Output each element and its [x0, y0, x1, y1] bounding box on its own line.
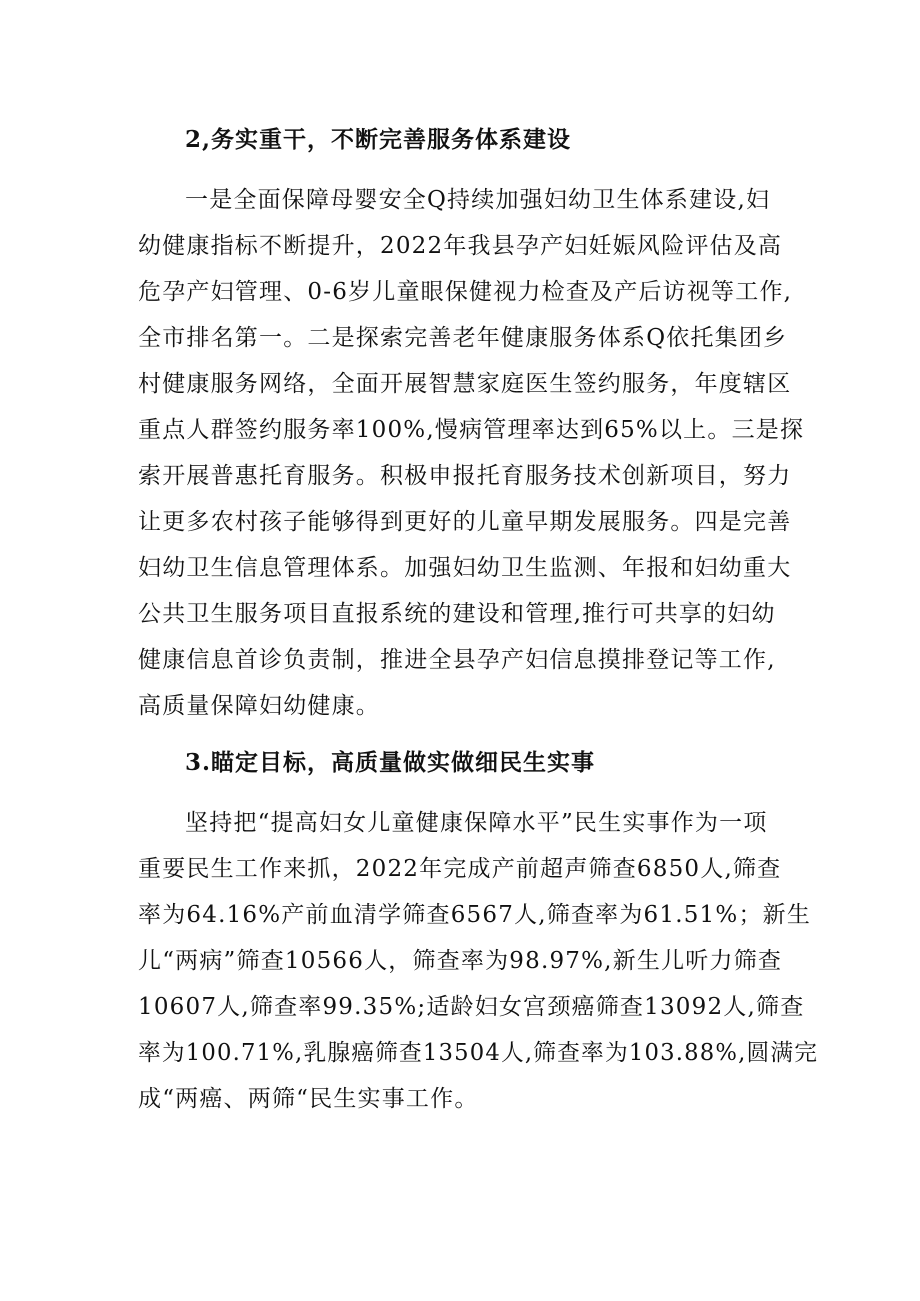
section-2-line-5: 村健康服务网络，全面开展智慧家庭医生签约服务，年度辖区 [138, 371, 792, 397]
section-3-line-6: 率为100.71%,乳腺癌筛查13504人,筛查率为103.88%,圆满完 [138, 1040, 819, 1066]
section-2-line-3: 危孕产妇管理、0-6岁儿童眼保健视力检查及产后访视等工作, [138, 279, 793, 305]
section-3-line-4: 儿“两病”筛查10566人，筛查率为98.97%,新生儿听力筛查 [138, 948, 783, 974]
section-3-line-3: 率为64.16%产前血清学筛查6567人,筛查率为61.51%；新生 [138, 902, 812, 928]
section-3-heading: 3.瞄定目标，高质量做实做细民生实事 [185, 749, 596, 776]
section-2-heading: 2,务实重干，不断完善服务体系建设 [185, 126, 572, 153]
section-2-line-1: 一是全面保障母婴安全Q持续加强妇幼卫生体系建设,妇 [185, 187, 771, 213]
section-3-line-1: 坚持把“提高妇女儿童健康保障水平”民生实事作为一项 [185, 810, 768, 836]
section-2-line-11: 健康信息首诊负责制，推进全县孕产妇信息摸排登记等工作, [138, 647, 776, 673]
section-2-line-6: 重点人群签约服务率100%,慢病管理率达到65%以上。三是探 [138, 417, 805, 443]
section-2-line-9: 妇幼卫生信息管理体系。加强妇幼卫生监测、年报和妇幼重大 [138, 555, 792, 581]
section-3-line-5: 10607人,筛查率99.35%;适龄妇女宫颈癌筛查13092人,筛查 [138, 994, 805, 1020]
section-2-line-12: 高质量保障妇幼健康。 [138, 693, 380, 719]
section-2-line-8: 让更多农村孩子能够得到更好的儿童早期发展服务。四是完善 [138, 509, 792, 535]
section-2-line-10: 公共卫生服务项目直报系统的建设和管理,推行可共享的妇幼 [138, 601, 776, 627]
section-3-line-2: 重要民生工作来抓，2022年完成产前超声筛查6850人,筛查 [138, 856, 782, 882]
section-2-line-2: 幼健康指标不断提升，2022年我县孕产妇妊娠风险评估及高 [138, 233, 783, 259]
section-3-line-7: 成“两癌、两筛“民生实事工作。 [138, 1086, 479, 1112]
section-2-line-7: 索开展普惠托育服务。积极申报托育服务技术创新项目，努力 [138, 463, 792, 489]
section-2-line-4: 全市排名第一。二是探索完善老年健康服务体系Q依托集团乡 [138, 325, 788, 351]
